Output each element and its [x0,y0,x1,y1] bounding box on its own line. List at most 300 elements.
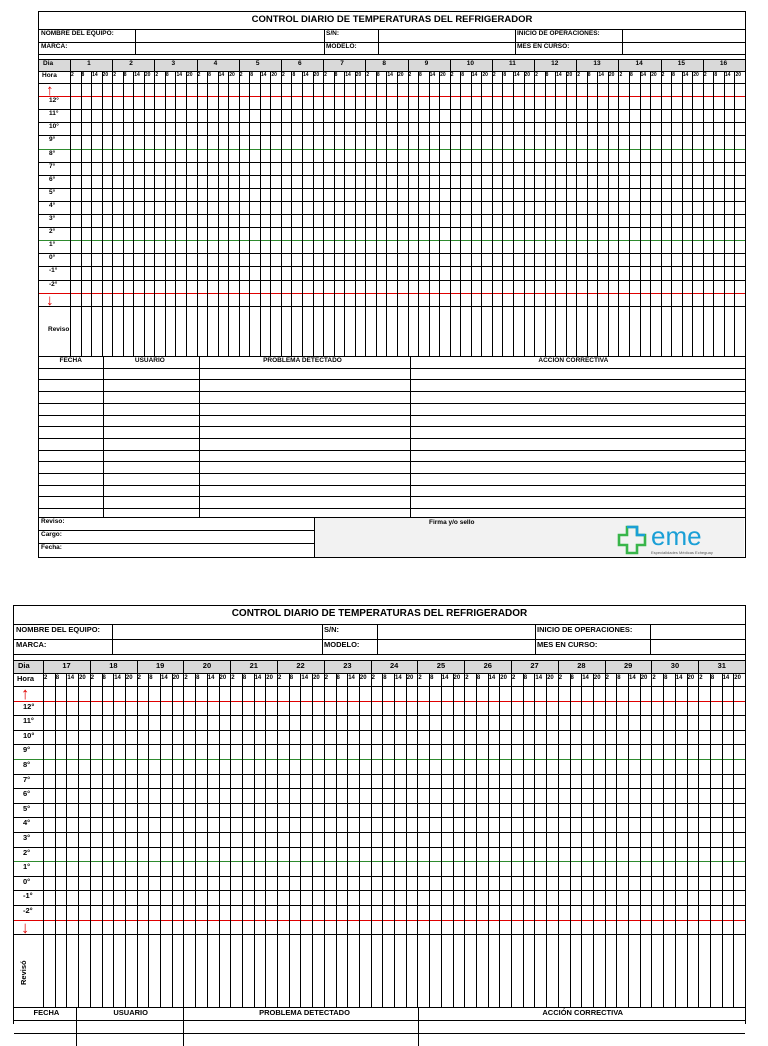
hour-8-label: 8 [383,675,387,681]
hour-divider [334,71,335,356]
nombre-equipo-label: NOMBRE DEL EQUIPO: [41,30,114,37]
temp-label-1: 11° [49,110,59,118]
hour-20-label: 20 [172,675,180,681]
hour-divider [570,673,571,1007]
hour-divider [734,71,735,356]
hour-20-label: 20 [640,675,648,681]
hour-8-label: 8 [376,72,380,78]
day-divider [651,660,652,1007]
table-header-0: FECHA [33,1008,60,1018]
firma-sello-label: Firma y/o sello [429,519,475,526]
hour-20-label: 20 [219,675,227,681]
day-header-bg [14,660,745,673]
hour-divider [597,71,598,356]
hora-label: Hora [42,72,57,79]
day-divider [230,660,231,1007]
hour-8-label: 8 [55,675,60,681]
hour-divider [113,673,114,1007]
hour-14-label: 14 [513,72,520,78]
hour-2-label: 2 [371,675,375,681]
hour-divider [682,71,683,356]
day-divider [576,59,577,356]
hour-14-label: 14 [441,675,449,681]
hour-14-label: 14 [682,72,689,78]
day-15-label: 15 [677,60,685,67]
temp-label-0: 12° [23,701,35,711]
inicio-operaciones-label: INICIO DE OPERACIONES: [537,625,633,634]
day-20-label: 20 [202,661,212,670]
hour-divider [545,71,546,356]
hour-divider [675,673,676,1007]
table-col-divider [418,1007,419,1046]
h-rule [14,673,745,674]
hour-divider [687,673,688,1007]
temp-label-10: 2° [49,228,56,236]
hour-8-label: 8 [545,72,549,78]
hour-14-label: 14 [488,675,496,681]
hour-8-label: 8 [570,675,574,681]
hour-8-label: 8 [242,675,247,681]
hour-2-label: 2 [231,675,235,681]
hour-20-label: 20 [229,72,235,78]
eme-logo [613,520,741,558]
hour-14-label: 14 [176,72,183,78]
modelo-label: MODELO: [324,640,360,649]
hour-2-label: 2 [71,72,74,78]
hour-divider [587,71,588,356]
hour-14-label: 14 [675,675,683,681]
label-column-divider [70,59,71,356]
table-row-rule [39,415,745,416]
hour-divider [439,71,440,356]
hour-2-label: 2 [535,72,538,78]
temp-label-5: 7° [49,162,56,170]
eme-logo-cross-icon [613,520,741,558]
hour-2-label: 2 [137,675,141,681]
hour-14-label: 14 [92,72,98,78]
h-rule [14,660,745,661]
hour-14-label: 14 [471,72,478,78]
hour-divider [186,71,187,356]
day-11-label: 11 [508,60,516,67]
hour-divider [524,71,525,356]
row-rule [14,905,745,906]
day-divider [277,660,278,1007]
day-10-label: 10 [466,60,475,67]
hour-divider [123,71,124,356]
hour-divider [534,673,535,1007]
day-30-label: 30 [670,661,680,670]
hour-divider [207,71,208,356]
day-divider [365,59,366,356]
hour-8-label: 8 [102,675,106,681]
day-divider [511,660,512,1007]
hour-8-label: 8 [292,72,296,78]
up-arrow-icon: ↑ [46,82,54,99]
down-arrow-icon: ↓ [21,917,30,937]
table-header-3: ACCION CORRECTIVA [538,356,609,364]
label-column-divider [43,660,44,1007]
reviso-row-label: Reviso [48,325,70,333]
hour-20-label: 20 [440,72,446,78]
hour-divider [476,673,477,1007]
hour-2-label: 2 [324,675,329,681]
temp-label-11: 1° [49,241,56,249]
hour-14-label: 14 [598,72,604,78]
day-divider [558,660,559,1007]
hour-8-label: 8 [710,675,715,681]
hour-divider [671,71,672,356]
h-rule [14,654,745,655]
day-divider [239,59,240,356]
table-row-rule [39,379,745,380]
hour-2-label: 2 [197,72,201,78]
hour-20-label: 20 [102,72,109,78]
red-limit-line [14,701,745,702]
hour-divider [219,673,220,1007]
hour-20-label: 20 [687,675,695,681]
table-row-rule [39,473,745,474]
day-divider [183,660,184,1007]
footer-reviso-label: Reviso: [41,518,65,525]
temp-label-2: 10° [49,123,59,131]
sn-label: S/N: [326,30,339,37]
hour-14-label: 14 [629,675,636,681]
day-divider [323,59,324,356]
hour-20-label: 20 [313,675,320,681]
hour-14-label: 14 [348,675,355,681]
hour-divider [336,673,337,1007]
row-rule [14,832,745,833]
temp-label-9: 3° [49,215,56,222]
hour-20-label: 20 [693,72,699,78]
svg-text:Especialidades Médicas Echegua: Especialidades Médicas Echeguay [651,550,713,555]
hour-14-label: 14 [724,72,731,78]
hour-divider [502,71,503,356]
row-rule [14,730,745,731]
hour-divider [195,673,196,1007]
mes-en-curso-label: MES EN CURSO: [517,43,570,50]
h-rule [39,54,745,55]
hour-divider [608,71,609,356]
table-header-2: PROBLEMA DETECTADO [259,1008,350,1018]
hour-14-label: 14 [556,72,562,78]
h-rule [39,530,314,531]
hour-20-label: 20 [608,72,615,78]
day-6-label: 6 [298,60,302,67]
row-rule [14,803,745,804]
hour-14-label: 14 [254,675,262,681]
hour-20-label: 20 [547,675,554,681]
hour-20-label: 20 [187,72,193,78]
hour-8-label: 8 [503,72,507,78]
hour-8-label: 8 [334,72,338,78]
hour-8-label: 8 [81,72,85,78]
v-rule [324,29,325,54]
hour-divider [91,71,92,356]
day-divider [450,59,451,356]
hour-20-label: 20 [271,72,277,78]
day-13-label: 13 [593,60,601,67]
row-rule [14,847,745,848]
hour-20-label: 20 [266,675,273,681]
hora-label: Hora [17,674,35,683]
day-23-label: 23 [343,661,352,670]
hour-divider [81,71,82,356]
hour-divider [289,673,290,1007]
hour-2-label: 2 [619,72,623,78]
hour-8-label: 8 [664,675,668,681]
temp-label-1: 11° [23,716,34,726]
h-rule [14,624,745,625]
hour-8-label: 8 [419,72,422,78]
day-14-label: 14 [635,60,643,67]
hour-divider [228,71,229,356]
table-row-rule [39,450,745,451]
temp-label-12: 0° [49,254,56,262]
temp-label-9: 3° [23,833,31,842]
hour-divider [566,71,567,356]
temp-label-11: 1° [23,862,31,872]
day-2-label: 2 [129,60,133,67]
hour-8-label: 8 [165,72,169,78]
h-rule [14,1020,745,1021]
hour-divider [722,673,723,1007]
hour-2-label: 2 [699,675,703,681]
day-28-label: 28 [577,661,586,670]
day-divider [417,660,418,1007]
hour-divider [313,71,314,356]
hour-divider [344,71,345,356]
up-arrow-icon: ↑ [21,684,30,703]
hour-divider [406,673,407,1007]
hour-divider [291,71,292,356]
day-divider [464,660,465,1007]
hour-divider [523,673,524,1007]
hour-divider [66,673,67,1007]
temp-label-12: 0° [23,876,31,886]
hour-2-label: 2 [512,675,516,681]
table-col-divider [183,1007,184,1046]
h-rule [14,639,745,640]
h-rule [14,686,745,687]
hour-divider [628,673,629,1007]
down-arrow-icon: ↓ [46,291,54,309]
modelo-label: MODELO: [326,43,357,50]
hour-8-label: 8 [617,675,621,681]
hour-14-label: 14 [303,72,309,78]
hour-2-label: 2 [281,72,285,78]
temp-label-13: -1° [49,267,58,275]
day-8-label: 8 [382,60,387,67]
hour-8-label: 8 [336,675,340,681]
hour-8-label: 8 [123,72,127,78]
hour-divider [207,673,208,1007]
hour-divider [172,673,173,1007]
hour-14-label: 14 [395,675,402,681]
hour-8-label: 8 [461,72,465,78]
hour-2-label: 2 [450,72,454,78]
temp-label-0: 12° [49,97,59,105]
day-18-label: 18 [109,661,118,670]
hour-20-label: 20 [355,72,362,78]
row-rule [14,817,745,818]
hour-14-label: 14 [345,72,351,78]
hour-2-label: 2 [90,675,95,681]
hour-2-label: 2 [492,72,496,78]
hour-14-label: 14 [535,675,543,681]
temp-label-5: 7° [23,774,31,784]
hour-divider [102,71,103,356]
day-19-label: 19 [156,661,165,670]
day-26-label: 26 [483,661,492,670]
hour-14-label: 14 [260,72,267,78]
svg-text:eme: eme [651,521,702,551]
hour-2-label: 2 [465,675,469,681]
hour-divider [546,673,547,1007]
hour-2-label: 2 [605,675,609,681]
temp-label-8: 4° [49,201,56,209]
hour-20-label: 20 [453,675,461,681]
hour-20-label: 20 [566,72,573,78]
hour-8-label: 8 [714,72,718,78]
temp-label-4: 8° [49,149,56,157]
hour-divider [429,673,430,1007]
hour-divider [254,673,255,1007]
day-7-label: 7 [340,60,344,67]
form-title-2: CONTROL DIARIO DE TEMPERATURAS DEL REFRIGERADOR [231,608,528,619]
v-rule [112,624,113,654]
day-16-label: 16 [719,60,728,67]
hour-2-label: 2 [558,675,563,681]
hour-divider [249,71,250,356]
table-row-rule [39,426,745,427]
table-row-rule [39,485,745,486]
hour-2-label: 2 [418,675,422,681]
hour-divider [265,673,266,1007]
hour-divider [616,673,617,1007]
hour-14-label: 14 [161,675,168,681]
hour-divider [102,673,103,1007]
hour-20-label: 20 [734,675,741,681]
temperature-form-page-1 [38,11,746,558]
hour-divider [125,673,126,1007]
temp-label-2: 10° [23,730,35,740]
temp-label-4: 8° [23,760,31,769]
hour-20-label: 20 [144,72,151,78]
mes-en-curso-label: MES EN CURSO: [537,640,598,649]
v-rule [377,624,378,654]
day-divider [197,59,198,356]
marca-label: MARCA: [41,43,68,50]
hour-8-label: 8 [149,675,153,681]
temp-label-14: -2° [49,280,58,288]
h-rule [39,42,745,43]
table-header-1: USUARIO [113,1008,148,1018]
hour-divider [270,71,271,356]
v-rule [650,624,651,654]
hour-divider [733,673,734,1007]
hour-divider [78,673,79,1007]
table-header-1: USUARIO [134,356,165,364]
hour-8-label: 8 [208,72,211,78]
day-27-label: 27 [530,661,539,670]
day-5-label: 5 [255,60,260,67]
temp-label-6: 6° [49,175,56,183]
hour-divider [640,673,641,1007]
hour-20-label: 20 [500,675,507,681]
day-divider [281,59,282,356]
hour-2-label: 2 [324,72,327,78]
day-25-label: 25 [436,661,446,670]
hour-2-label: 2 [184,675,188,681]
hour-20-label: 20 [125,675,133,681]
hour-20-label: 20 [397,72,404,78]
hour-14-label: 14 [218,72,225,78]
temp-label-13: -1° [23,891,33,901]
hour-divider [460,71,461,356]
table-row-rule [39,496,745,497]
day-divider [371,660,372,1007]
hour-14-label: 14 [640,72,647,78]
hour-14-label: 14 [67,675,75,681]
hour-divider [242,673,243,1007]
row-rule [14,715,745,716]
hour-8-label: 8 [476,675,481,681]
day-divider [154,59,155,356]
hour-20-label: 20 [359,675,367,681]
hour-divider [513,71,514,356]
hour-divider [133,71,134,356]
table-row-rule [39,508,745,509]
h-rule [39,29,745,30]
temp-label-10: 2° [23,847,31,857]
hour-8-label: 8 [587,72,591,78]
hour-divider [160,673,161,1007]
hour-2-label: 2 [278,675,282,681]
hour-8-label: 8 [629,72,633,78]
day-divider [534,59,535,356]
day-divider [112,59,113,356]
temperature-form-page-2 [13,605,746,1024]
row-rule [14,788,745,789]
hour-20-label: 20 [482,72,488,78]
v-rule [378,29,379,54]
day-divider [605,660,606,1007]
dia-label: Dia [43,60,54,67]
hour-divider [165,71,166,356]
day-21-label: 21 [249,661,258,670]
hour-divider [355,71,356,356]
hour-8-label: 8 [523,675,528,681]
hour-2-label: 2 [408,72,412,78]
hour-divider [312,673,313,1007]
green-limit-line [14,861,745,862]
hour-divider [441,673,442,1007]
table-row-rule [39,438,745,439]
hour-divider [175,71,176,356]
row-rule [14,744,745,745]
hour-divider [218,71,219,356]
hour-20-label: 20 [593,675,601,681]
hour-divider [260,71,261,356]
hour-divider [692,71,693,356]
hour-20-label: 20 [406,675,414,681]
dia-label: Dia [18,661,30,670]
hour-2-label: 2 [577,72,581,78]
table-header-2: PROBLEMA DETECTADO [263,356,342,364]
v-rule [535,624,536,654]
